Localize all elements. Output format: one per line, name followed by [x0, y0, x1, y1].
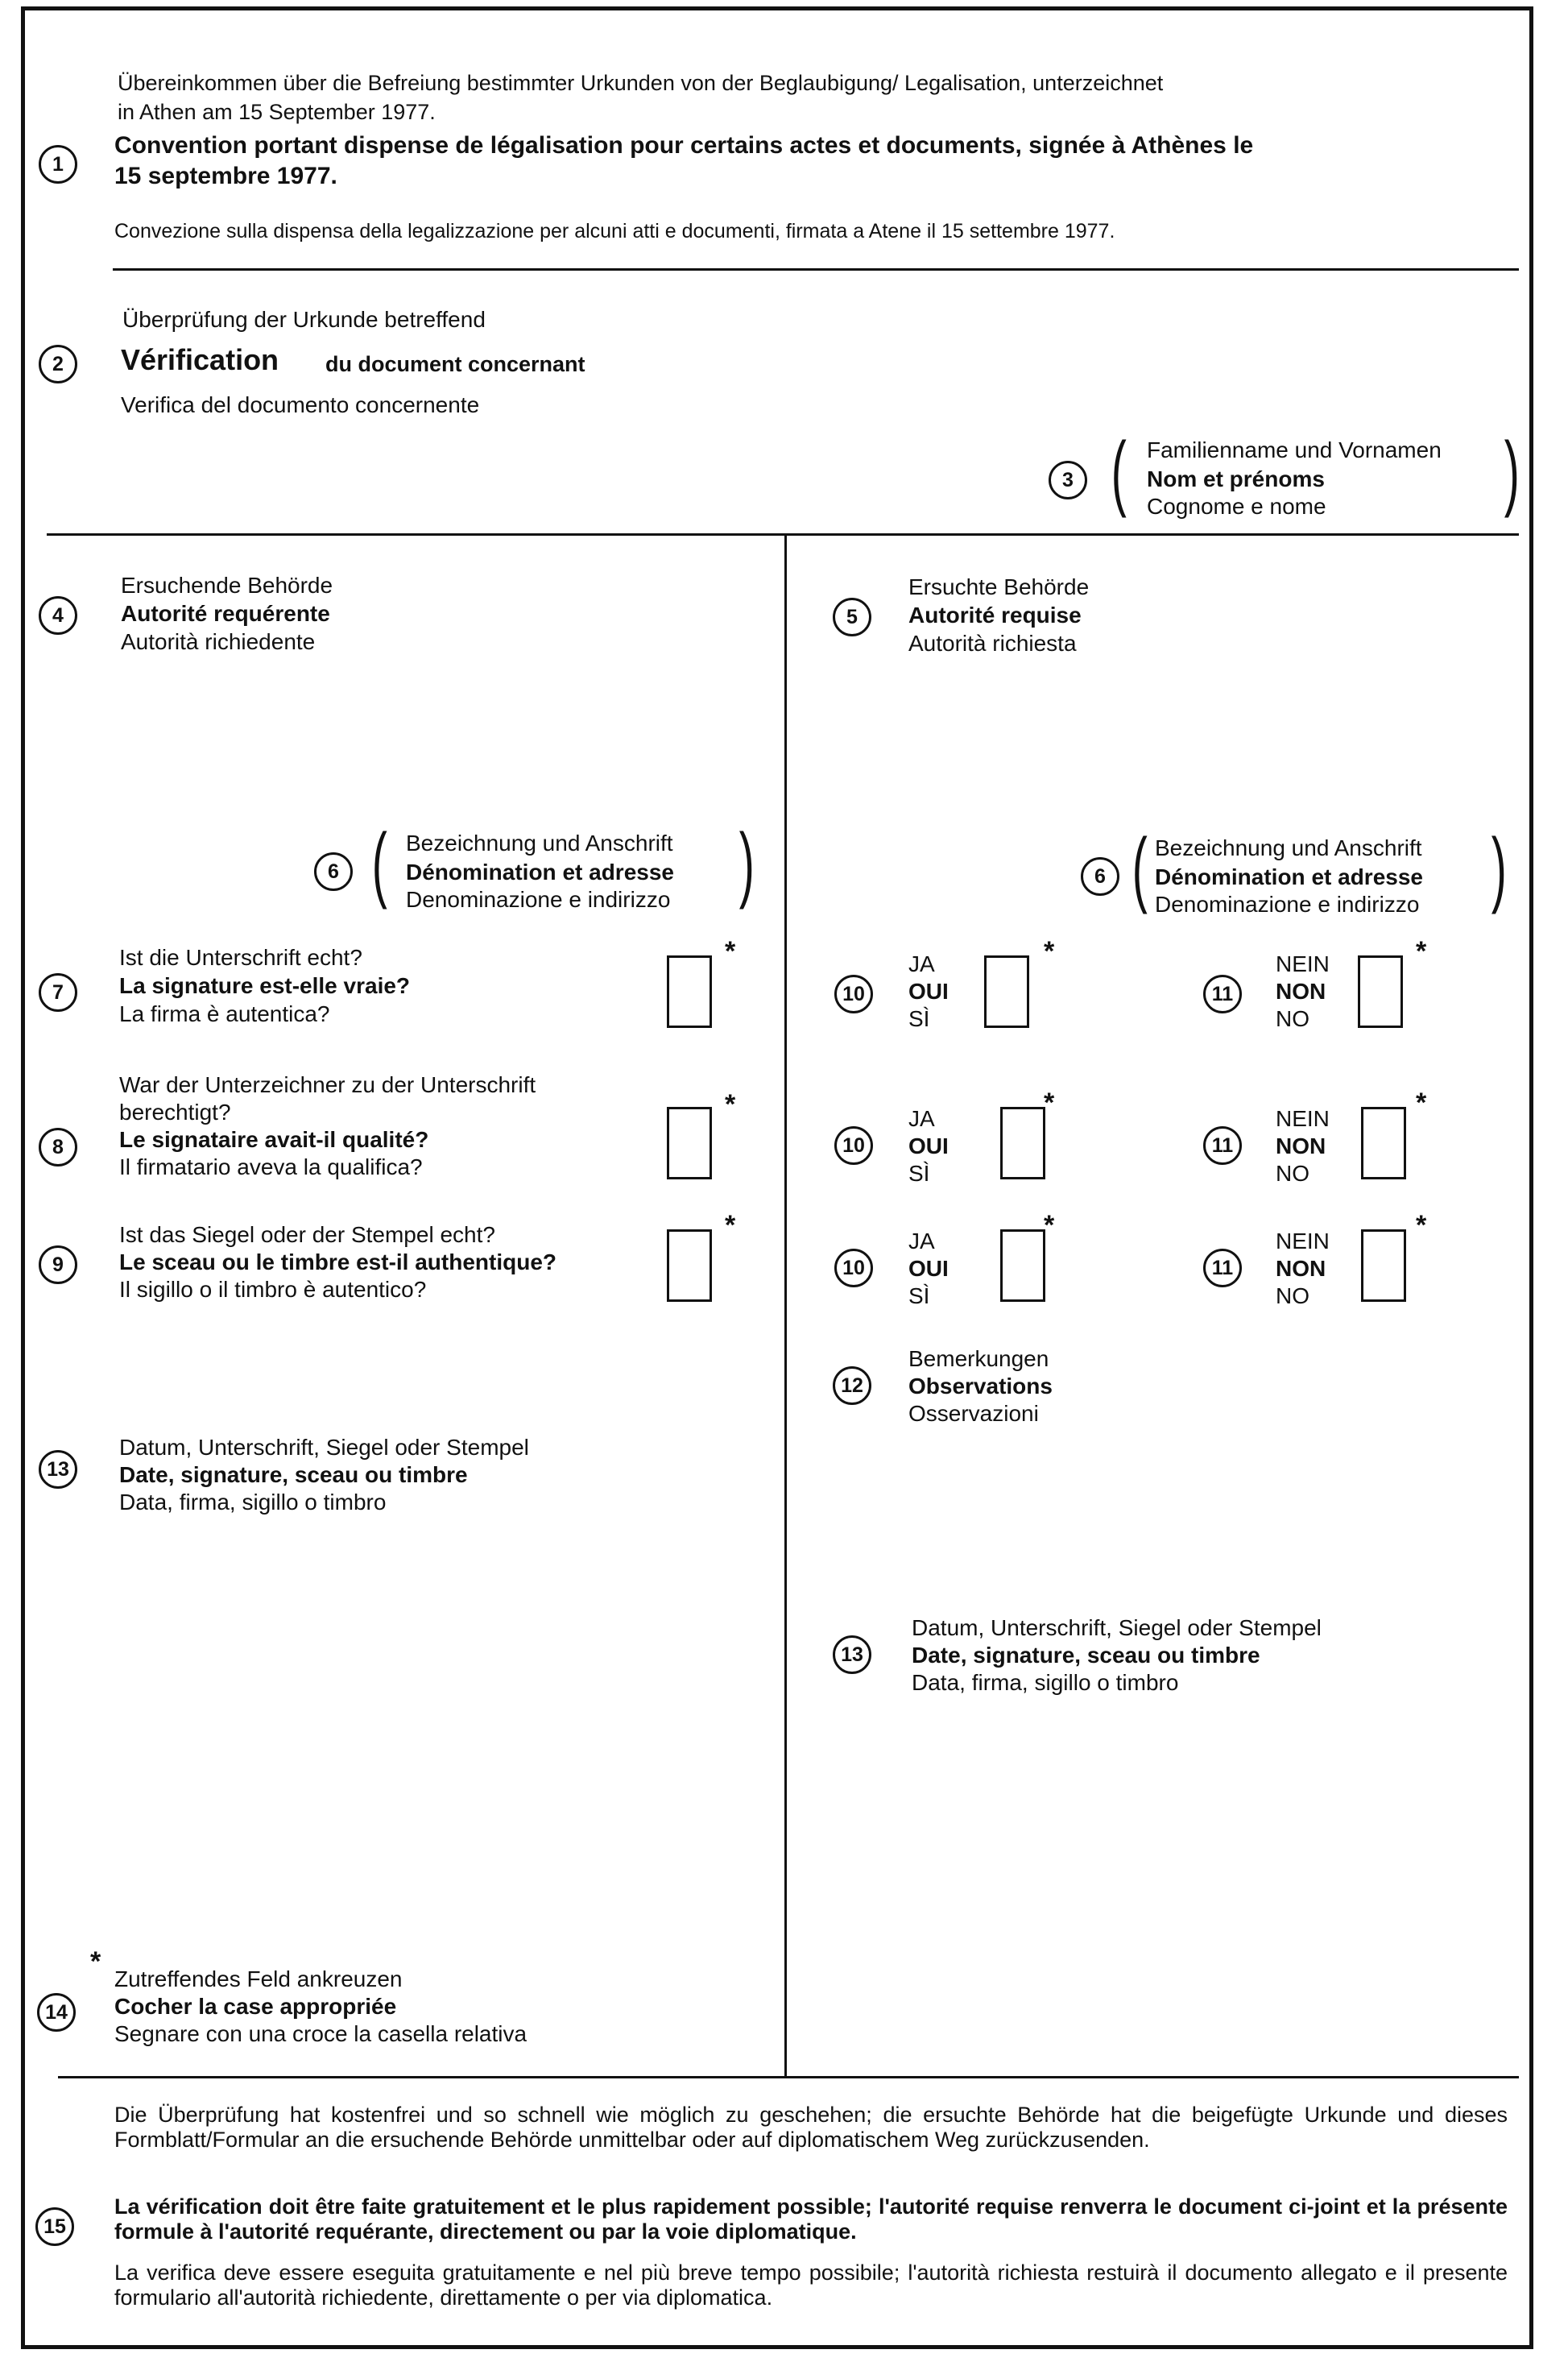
star-icon: * — [1044, 1210, 1055, 1241]
yes-8-number: 10 — [834, 1126, 873, 1165]
paren-open-icon: ( — [1111, 425, 1127, 519]
no-7-number: 11 — [1203, 975, 1242, 1013]
section-4-number: 4 — [39, 596, 77, 635]
signature-right-it: Data, firma, sigillo o timbro — [912, 1670, 1179, 1695]
requested-authority-de: Ersuchte Behörde — [908, 574, 1090, 599]
question-9-number: 9 — [39, 1245, 77, 1284]
star-icon: * — [725, 1210, 736, 1241]
question-8-de-line2: berechtigt? — [119, 1100, 231, 1125]
observations-fr: Observations — [908, 1374, 1053, 1399]
divider-1 — [113, 268, 1519, 271]
signature-left-it: Data, firma, sigillo o timbro — [119, 1490, 387, 1515]
instruction-fr: Cocher la case appropriée — [114, 1994, 397, 2019]
question-9-checkbox[interactable] — [667, 1229, 712, 1302]
no-9-it: NO — [1276, 1283, 1309, 1308]
signature-left-de: Datum, Unterschrift, Siegel oder Stempel — [119, 1435, 529, 1460]
star-icon: * — [725, 1089, 736, 1120]
section-13-left-number: 13 — [39, 1450, 77, 1489]
yes-9-it: SÌ — [908, 1283, 930, 1308]
footer-note-fr: La vérification doit être faite gratuitement et le plus rapidement possible; l'autorité requise renverra le document ci-joint et la présente formule à l'autorité requérante, directement ou par la voie diplomatique. — [114, 2194, 1508, 2244]
no-7-de: NEIN — [1276, 951, 1330, 976]
column-divider — [784, 533, 787, 2076]
instruction-it: Segnare con una croce la casella relativa — [114, 2021, 527, 2046]
section-12-number: 12 — [833, 1366, 871, 1405]
verification-de: Überprüfung der Urkunde betreffend — [122, 307, 486, 332]
requested-authority-fr: Autorité requise — [908, 603, 1082, 628]
star-icon: * — [90, 1946, 101, 1977]
question-7-it: La firma è autentica? — [119, 1001, 330, 1026]
requesting-authority-de: Ersuchende Behörde — [121, 573, 333, 598]
star-icon: * — [1416, 1210, 1427, 1241]
question-8-number: 8 — [39, 1128, 77, 1166]
signature-left-fr: Date, signature, sceau ou timbre — [119, 1462, 468, 1487]
designation-right-fr: Dénomination et adresse — [1155, 864, 1423, 889]
section-14-number: 14 — [37, 1993, 76, 2032]
section-1-number: 1 — [39, 145, 77, 184]
paren-open-icon: ( — [371, 817, 387, 910]
question-7-checkbox[interactable] — [667, 955, 712, 1028]
verification-it: Verifica del documento concernente — [121, 392, 480, 417]
name-label-it: Cognome e nome — [1147, 494, 1326, 519]
no-7-it: NO — [1276, 1006, 1309, 1031]
signature-right-fr: Date, signature, sceau ou timbre — [912, 1643, 1260, 1668]
question-8-checkbox[interactable] — [667, 1107, 712, 1179]
verification-fr-rest: du document concernant — [325, 352, 585, 376]
no-8-checkbox[interactable] — [1361, 1107, 1406, 1179]
yes-7-checkbox[interactable] — [984, 955, 1029, 1028]
question-7-de: Ist die Unterschrift echt? — [119, 945, 362, 970]
section-3-number: 3 — [1049, 461, 1087, 499]
no-8-it: NO — [1276, 1161, 1309, 1186]
divider-3 — [58, 2076, 1519, 2078]
convention-title-it: Convezione sulla dispensa della legalizzazione per alcuni atti e documenti, firmata a Atene il 15 settembre 1977. — [114, 220, 1115, 242]
no-9-de: NEIN — [1276, 1229, 1330, 1254]
divider-2 — [47, 533, 1519, 536]
no-9-number: 11 — [1203, 1249, 1242, 1287]
convention-title-de-line1: Übereinkommen über die Befreiung bestimmter Urkunden von der Beglaubigung/ Legalisation, unterzeichnet — [118, 71, 1164, 95]
yes-7-fr: OUI — [908, 979, 949, 1004]
star-icon: * — [1416, 1088, 1427, 1118]
instruction-de: Zutreffendes Feld ankreuzen — [114, 1966, 403, 1991]
yes-8-it: SÌ — [908, 1161, 930, 1186]
designation-left-de: Bezeichnung und Anschrift — [406, 831, 673, 856]
question-8-de: War der Unterzeichner zu der Unterschrift — [119, 1072, 536, 1097]
star-icon: * — [1416, 936, 1427, 967]
section-13-right-number: 13 — [833, 1635, 871, 1674]
signature-right-de: Datum, Unterschrift, Siegel oder Stempel — [912, 1615, 1322, 1640]
question-9-fr: Le sceau ou le timbre est-il authentique? — [119, 1249, 556, 1274]
yes-8-fr: OUI — [908, 1133, 949, 1158]
yes-9-fr: OUI — [908, 1256, 949, 1281]
star-icon: * — [1044, 1088, 1055, 1118]
observations-de: Bemerkungen — [908, 1346, 1049, 1371]
designation-left-it: Denominazione e indirizzo — [406, 887, 671, 912]
designation-right-de: Bezeichnung und Anschrift — [1155, 835, 1422, 860]
section-6-left-number: 6 — [314, 852, 353, 891]
section-5-number: 5 — [833, 598, 871, 636]
question-7-number: 7 — [39, 973, 77, 1012]
no-8-number: 11 — [1203, 1126, 1242, 1165]
designation-right-it: Denominazione e indirizzo — [1155, 892, 1420, 917]
requested-authority-it: Autorità richiesta — [908, 631, 1077, 656]
question-8-it: Il firmatario aveva la qualifica? — [119, 1154, 423, 1179]
no-9-fr: NON — [1276, 1256, 1326, 1281]
star-icon: * — [1044, 936, 1055, 967]
yes-8-checkbox[interactable] — [1000, 1107, 1045, 1179]
paren-open-icon: ( — [1132, 822, 1148, 915]
paren-close-icon: ) — [738, 817, 755, 910]
convention-title-de-line2: in Athen am 15 September 1977. — [118, 100, 436, 124]
requesting-authority-fr: Autorité requérente — [121, 601, 330, 626]
yes-9-de: JA — [908, 1229, 935, 1254]
yes-9-number: 10 — [834, 1249, 873, 1287]
designation-left-fr: Dénomination et adresse — [406, 860, 674, 885]
name-label-de: Familienname und Vornamen — [1147, 437, 1442, 462]
observations-it: Osservazioni — [908, 1401, 1039, 1426]
question-7-fr: La signature est-elle vraie? — [119, 973, 411, 998]
footer-note-de: Die Überprüfung hat kostenfrei und so schnell wie möglich zu geschehen; die ersuchte Behörde hat die beigefügte Urkunde und dieses Formblatt/Formular an die ersuchende Behörde unmittelbar oder auf diplomatischem Weg zurückzusenden. — [114, 2103, 1508, 2152]
no-7-fr: NON — [1276, 979, 1326, 1004]
paren-close-icon: ) — [1504, 425, 1520, 519]
yes-8-de: JA — [908, 1106, 935, 1131]
no-7-checkbox[interactable] — [1358, 955, 1403, 1028]
yes-7-de: JA — [908, 951, 935, 976]
yes-7-number: 10 — [834, 975, 873, 1013]
name-label-fr: Nom et prénoms — [1147, 466, 1325, 491]
yes-7-it: SÌ — [908, 1006, 930, 1031]
no-8-de: NEIN — [1276, 1106, 1330, 1131]
requesting-authority-it: Autorità richiedente — [121, 629, 316, 654]
question-9-de: Ist das Siegel oder der Stempel echt? — [119, 1222, 495, 1247]
yes-9-checkbox[interactable] — [1000, 1229, 1045, 1302]
paren-close-icon: ) — [1491, 822, 1507, 915]
star-icon: * — [725, 936, 736, 967]
no-9-checkbox[interactable] — [1361, 1229, 1406, 1302]
footer-note-it: La verifica deve essere eseguita gratuitamente e nel più breve tempo possibile; l'autorità richiesta restuirà il documento allegato e il presente formulario all'autorità richiedente, direttamente o per via diplomatica. — [114, 2260, 1508, 2310]
section-2-number: 2 — [39, 345, 77, 383]
question-9-it: Il sigillo o il timbro è autentico? — [119, 1277, 427, 1302]
question-8-fr: Le signataire avait-il qualité? — [119, 1127, 429, 1152]
section-6-right-number: 6 — [1081, 857, 1119, 896]
convention-title-fr-line2: 15 septembre 1977. — [114, 163, 337, 189]
convention-title-fr-line1: Convention portant dispense de légalisation pour certains actes et documents, signée à Athènes le — [114, 132, 1254, 159]
verification-fr-title: Vérification — [121, 343, 279, 376]
section-15-number: 15 — [35, 2207, 74, 2246]
no-8-fr: NON — [1276, 1133, 1326, 1158]
